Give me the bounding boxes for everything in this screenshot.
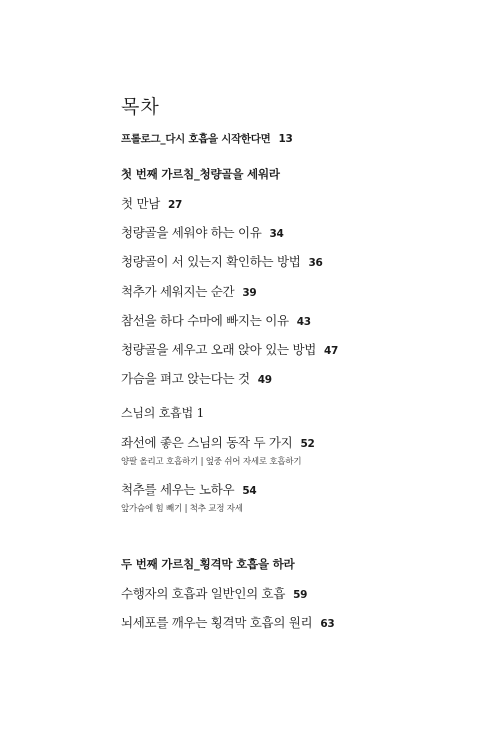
entry-label: 척추를 세우는 노하우 xyxy=(121,482,235,497)
toc-entry xyxy=(121,311,311,329)
entry-label: 첫 만남 xyxy=(121,196,160,211)
part1-heading: 첫 번째 가르침_청량골을 세워라 xyxy=(121,167,280,181)
entry-page: 54 xyxy=(242,485,257,497)
toc-entry xyxy=(121,480,256,498)
section-heading: 스님의 호흡법 1 xyxy=(121,406,205,420)
toc-entry xyxy=(121,282,256,300)
entry-label: 수행자의 호흡과 일반인의 호흡 xyxy=(121,586,286,601)
entry-label: 참선을 하다 수마에 빠지는 이유 xyxy=(121,313,289,328)
entry-label: 청량골을 세우고 오래 앉아 있는 방법 xyxy=(121,342,316,357)
entry-label: 척추가 세워지는 순간 xyxy=(121,284,235,299)
entry-page: 49 xyxy=(257,374,272,386)
entry-label: 가슴을 펴고 앉는다는 것 xyxy=(121,371,250,386)
toc-entry xyxy=(121,613,334,631)
part2-heading: 두 번째 가르침_횡격막 호흡을 하라 xyxy=(121,557,295,571)
entry-label: 좌선에 좋은 스님의 동작 두 가지 xyxy=(121,435,293,450)
entry-page: 27 xyxy=(168,199,183,211)
entry-page: 52 xyxy=(300,438,315,450)
toc-entry xyxy=(121,584,307,602)
toc-entry xyxy=(121,433,314,451)
entry-note: 양팔 올리고 호흡하기 | 엎중 쉬어 자세로 호흡하기 xyxy=(121,457,302,467)
entry-note: 앞가슴에 힘 빼기 | 척추 교정 자세 xyxy=(121,504,243,514)
entry-page: 43 xyxy=(296,316,311,328)
entry-label: 뇌세포를 깨우는 횡격막 호흡의 원리 xyxy=(121,615,313,630)
entry-page: 36 xyxy=(308,257,323,269)
toc-entry xyxy=(121,369,272,387)
entry-page: 47 xyxy=(324,345,339,357)
entry-page: 34 xyxy=(269,228,284,240)
entry-label: 청량골을 세워야 하는 이유 xyxy=(121,225,262,240)
prologue-entry xyxy=(121,131,292,146)
toc-entry xyxy=(121,252,323,270)
entry-label: 청량골이 서 있는지 확인하는 방법 xyxy=(121,254,301,269)
toc-entry xyxy=(121,340,338,358)
toc-title: 목차 xyxy=(121,96,160,118)
prologue-page: 13 xyxy=(278,133,293,145)
prologue-label: 프롤로그_다시 호흡을 시작한다면 xyxy=(121,133,271,145)
entry-page: 59 xyxy=(293,589,308,601)
entry-page: 39 xyxy=(242,287,257,299)
toc-entry xyxy=(121,223,284,241)
entry-page: 63 xyxy=(320,618,335,630)
toc-entry xyxy=(121,194,182,212)
